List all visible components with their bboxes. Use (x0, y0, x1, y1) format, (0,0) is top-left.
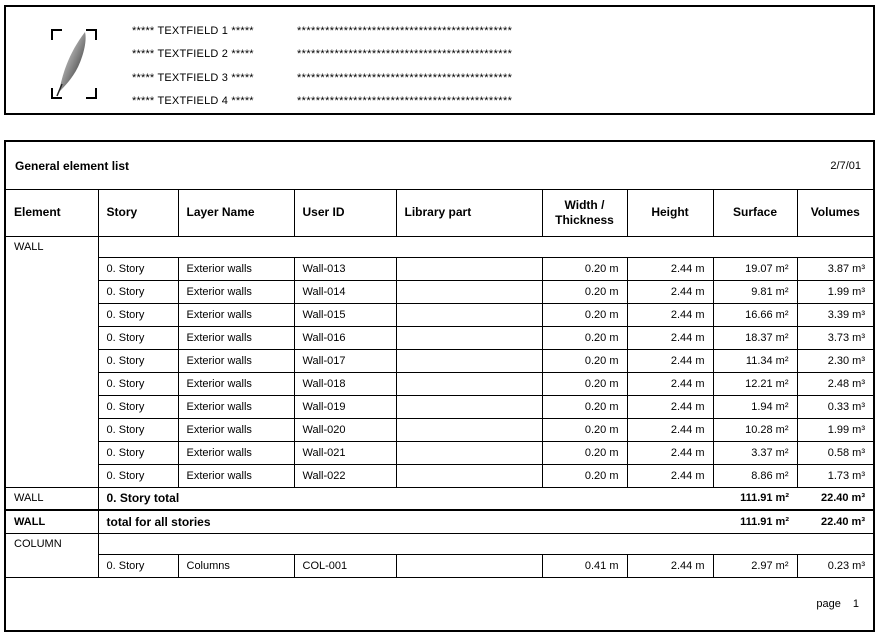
cell-layer-name: Columns (178, 554, 294, 577)
cell-user-id: Wall-019 (294, 395, 396, 418)
cell-volume: 2.30 m³ (797, 349, 873, 372)
wall-story-total-row (6, 487, 873, 510)
total-surface: 111.91 m² (713, 487, 797, 510)
cell-height: 2.44 m (627, 441, 713, 464)
page-footer (6, 578, 873, 631)
cell-library-part (396, 464, 542, 487)
cell-volume: 3.39 m³ (797, 303, 873, 326)
column-header-element: Element (6, 190, 98, 236)
cell-surface: 3.37 m² (713, 441, 797, 464)
column-header-user-id: User ID (294, 190, 396, 236)
cell-surface: 1.94 m² (713, 395, 797, 418)
cell-library-part (396, 280, 542, 303)
cell-library-part (396, 326, 542, 349)
column-section-row (6, 533, 873, 554)
cell-width: 0.20 m (542, 372, 627, 395)
story-total-label: 0. Story total (98, 487, 627, 510)
cell-story: 0. Story (98, 257, 178, 280)
cell-height: 2.44 m (627, 395, 713, 418)
cell-story: 0. Story (98, 418, 178, 441)
cell-height: 2.44 m (627, 554, 713, 577)
total-surface: 111.91 m² (713, 510, 797, 533)
textfield-label: ***** TEXTFIELD 2 ***** (132, 48, 254, 61)
column-header-surface: Surface (713, 190, 797, 236)
textfield-label: ***** TEXTFIELD 3 ***** (132, 71, 254, 84)
cell-surface: 11.34 m² (713, 349, 797, 372)
table-row (6, 349, 873, 372)
cell-story: 0. Story (98, 280, 178, 303)
cell-surface: 12.21 m² (713, 372, 797, 395)
cell-layer-name: Exterior walls (178, 464, 294, 487)
cell-width: 0.20 m (542, 303, 627, 326)
cell-user-id: COL-001 (294, 554, 396, 577)
cell-surface: 18.37 m² (713, 326, 797, 349)
textfield-value: ********************************************** (297, 24, 513, 37)
cell-story: 0. Story (98, 395, 178, 418)
cell-library-part (396, 554, 542, 577)
cell-user-id: Wall-022 (294, 464, 396, 487)
letterhead-field (132, 66, 863, 90)
cell-layer-name: Exterior walls (178, 303, 294, 326)
cell-width: 0.20 m (542, 464, 627, 487)
quill-feather-logo-icon (46, 22, 102, 106)
cell-library-part (396, 257, 542, 280)
cell-user-id: Wall-018 (294, 372, 396, 395)
report-box (4, 140, 875, 632)
wall-section-row (6, 236, 873, 257)
page-label: page (816, 597, 841, 610)
cell-width: 0.41 m (542, 554, 627, 577)
cell-width: 0.20 m (542, 349, 627, 372)
table-row (6, 395, 873, 418)
column-header-library-part: Library part (396, 190, 542, 236)
cell-volume: 3.73 m³ (797, 326, 873, 349)
letterhead-field (132, 43, 863, 67)
cell-width: 0.20 m (542, 418, 627, 441)
section-element-label: COLUMN (6, 533, 98, 577)
cell-surface: 10.28 m² (713, 418, 797, 441)
cell-surface: 16.66 m² (713, 303, 797, 326)
textfield-label: ***** TEXTFIELD 4 ***** (132, 95, 254, 108)
cell-story: 0. Story (98, 303, 178, 326)
cell-width: 0.20 m (542, 395, 627, 418)
section-spacer (98, 236, 873, 257)
table-header-row (6, 190, 873, 236)
letterhead-fields (132, 19, 863, 113)
wall-grand-total-row (6, 510, 873, 533)
cell-story: 0. Story (98, 441, 178, 464)
table-row (6, 280, 873, 303)
cell-volume: 1.99 m³ (797, 418, 873, 441)
table-row (6, 303, 873, 326)
cell-user-id: Wall-016 (294, 326, 396, 349)
cell-volume: 0.23 m³ (797, 554, 873, 577)
cell-library-part (396, 303, 542, 326)
textfield-value: ********************************************** (297, 95, 513, 108)
cell-layer-name: Exterior walls (178, 441, 294, 464)
cell-height: 2.44 m (627, 372, 713, 395)
cell-library-part (396, 441, 542, 464)
cell-volume: 0.58 m³ (797, 441, 873, 464)
cell-user-id: Wall-014 (294, 280, 396, 303)
cell-width: 0.20 m (542, 441, 627, 464)
letterhead-box (4, 5, 875, 115)
cell-layer-name: Exterior walls (178, 372, 294, 395)
cell-user-id: Wall-015 (294, 303, 396, 326)
textfield-value: ********************************************** (297, 48, 513, 61)
cell-volume: 1.73 m³ (797, 464, 873, 487)
cell-surface: 8.86 m² (713, 464, 797, 487)
cell-volume: 0.33 m³ (797, 395, 873, 418)
cell-height: 2.44 m (627, 303, 713, 326)
cell-user-id: Wall-021 (294, 441, 396, 464)
page-number: 1 (852, 597, 859, 610)
report-title: General element list (15, 158, 130, 173)
column-header-volumes: Volumes (797, 190, 873, 236)
report-date: 2/7/01 (830, 159, 861, 172)
cell-layer-name: Exterior walls (178, 280, 294, 303)
cell-layer-name: Exterior walls (178, 326, 294, 349)
cell-library-part (396, 418, 542, 441)
cell-library-part (396, 349, 542, 372)
total-element-label: WALL (6, 487, 98, 510)
table-row (6, 464, 873, 487)
cell-height: 2.44 m (627, 280, 713, 303)
cell-library-part (396, 372, 542, 395)
table-row (6, 326, 873, 349)
cell-volume: 3.87 m³ (797, 257, 873, 280)
cell-height: 2.44 m (627, 418, 713, 441)
cell-width: 0.20 m (542, 326, 627, 349)
cell-library-part (396, 395, 542, 418)
cell-surface: 9.81 m² (713, 280, 797, 303)
cell-volume: 1.99 m³ (797, 280, 873, 303)
cell-volume: 2.48 m³ (797, 372, 873, 395)
column-header-story: Story (98, 190, 178, 236)
cell-user-id: Wall-013 (294, 257, 396, 280)
letterhead-field (132, 90, 863, 114)
table-row (6, 257, 873, 280)
cell-layer-name: Exterior walls (178, 395, 294, 418)
cell-surface: 19.07 m² (713, 257, 797, 280)
total-spacer (627, 487, 713, 510)
cell-layer-name: Exterior walls (178, 418, 294, 441)
cell-width: 0.20 m (542, 280, 627, 303)
section-element-label: WALL (6, 236, 98, 487)
cell-height: 2.44 m (627, 326, 713, 349)
cell-user-id: Wall-017 (294, 349, 396, 372)
total-volume: 22.40 m³ (797, 487, 873, 510)
cell-story: 0. Story (98, 372, 178, 395)
cell-user-id: Wall-020 (294, 418, 396, 441)
total-volume: 22.40 m³ (797, 510, 873, 533)
textfield-label: ***** TEXTFIELD 1 ***** (132, 24, 254, 37)
column-header-width-thickness: Width / Thickness (542, 190, 627, 236)
cell-layer-name: Exterior walls (178, 257, 294, 280)
cell-story: 0. Story (98, 464, 178, 487)
column-header-layer-name: Layer Name (178, 190, 294, 236)
total-element-label: WALL (6, 510, 98, 533)
cell-height: 2.44 m (627, 257, 713, 280)
cell-layer-name: Exterior walls (178, 349, 294, 372)
cell-story: 0. Story (98, 349, 178, 372)
table-row (6, 441, 873, 464)
report-title-row (6, 142, 873, 190)
cell-story: 0. Story (98, 326, 178, 349)
table-row (6, 418, 873, 441)
cell-story: 0. Story (98, 554, 178, 577)
grand-total-label: total for all stories (98, 510, 627, 533)
cell-surface: 2.97 m² (713, 554, 797, 577)
cell-height: 2.44 m (627, 349, 713, 372)
table-row (6, 372, 873, 395)
total-spacer (627, 510, 713, 533)
cell-width: 0.20 m (542, 257, 627, 280)
section-spacer (98, 533, 873, 554)
table-row (6, 554, 873, 577)
textfield-value: ********************************************** (297, 71, 513, 84)
cell-height: 2.44 m (627, 464, 713, 487)
element-list-table (6, 190, 873, 578)
letterhead-field (132, 19, 863, 43)
column-header-height: Height (627, 190, 713, 236)
